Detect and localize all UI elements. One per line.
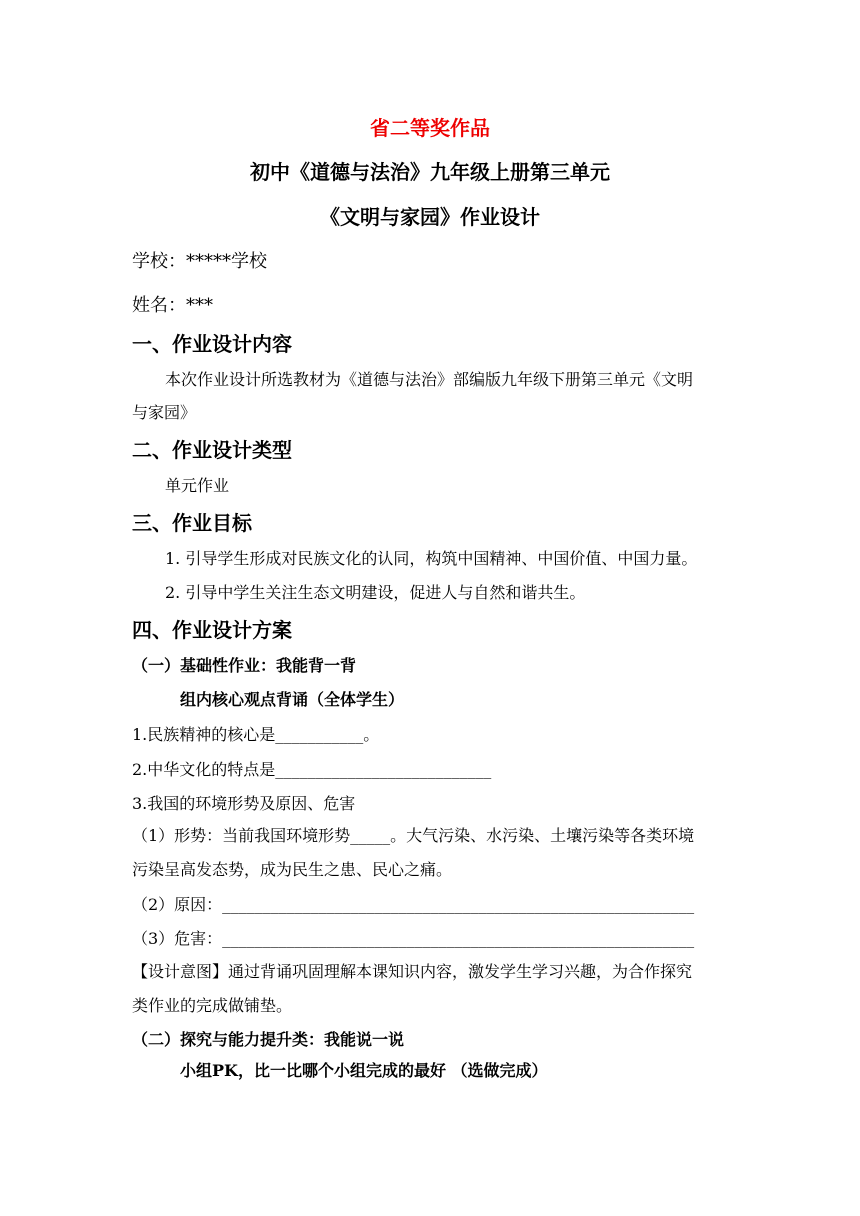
- document-title-line1: 初中《道德与法治》九年级上册第三单元: [250, 160, 610, 184]
- part1-subheading: 组内核心观点背诵（全体学生）: [180, 690, 405, 709]
- question-3-2: （2）原因：___________________________________________________________: [132, 895, 695, 914]
- section-heading-goals: 三、作业目标: [132, 511, 252, 535]
- goal-item-1: 1. 引导学生形成对民族文化的认同，构筑中国精神、中国价值、中国力量。: [165, 549, 698, 568]
- award-label: 省二等奖作品: [370, 116, 490, 140]
- section-heading-type: 二、作业设计类型: [132, 438, 292, 462]
- part2-heading: （二）探究与能力提升类：我能说一说: [132, 1030, 405, 1049]
- section-heading-content: 一、作业设计内容: [132, 332, 292, 356]
- part1-heading: （一）基础性作业：我能背一背: [132, 656, 357, 675]
- question-3-3: （3）危害：___________________________________________________________: [132, 929, 695, 948]
- question-3-1-cont: 污染呈高发态势，成为民生之患、民心之痛。: [132, 860, 453, 879]
- design-intent-cont: 类作业的完成做铺垫。: [132, 996, 293, 1015]
- section-heading-plan: 四、作业设计方案: [132, 618, 292, 642]
- document-title-line2: 《文明与家园》作业设计: [320, 205, 540, 229]
- section-content-text-cont: 与家园》: [132, 403, 197, 422]
- design-intent: 【设计意图】通过背诵巩固理解本课知识内容，激发学生学习兴趣，为合作探究: [132, 962, 693, 981]
- section-type-text: 单元作业: [165, 476, 230, 495]
- question-3: 3.我国的环境形势及原因、危害: [132, 794, 356, 813]
- school-field: 学校：*****学校: [132, 251, 267, 272]
- question-3-1: （1）形势：当前我国环境形势_____。大气污染、水污染、土壤污染等各类环境: [132, 826, 695, 845]
- question-2: 2.中华文化的特点是___________________________: [132, 760, 492, 779]
- name-field: 姓名：***: [132, 295, 213, 316]
- goal-item-2: 2. 引导中学生关注生态文明建设，促进人与自然和谐共生。: [165, 583, 586, 602]
- section-content-text: 本次作业设计所选教材为《道德与法治》部编版九年级下册第三单元《文明: [165, 370, 694, 389]
- part2-subheading: 小组PK，比一比哪个小组完成的最好 （选做完成）: [180, 1061, 548, 1080]
- question-1: 1.民族精神的核心是___________。: [132, 725, 380, 744]
